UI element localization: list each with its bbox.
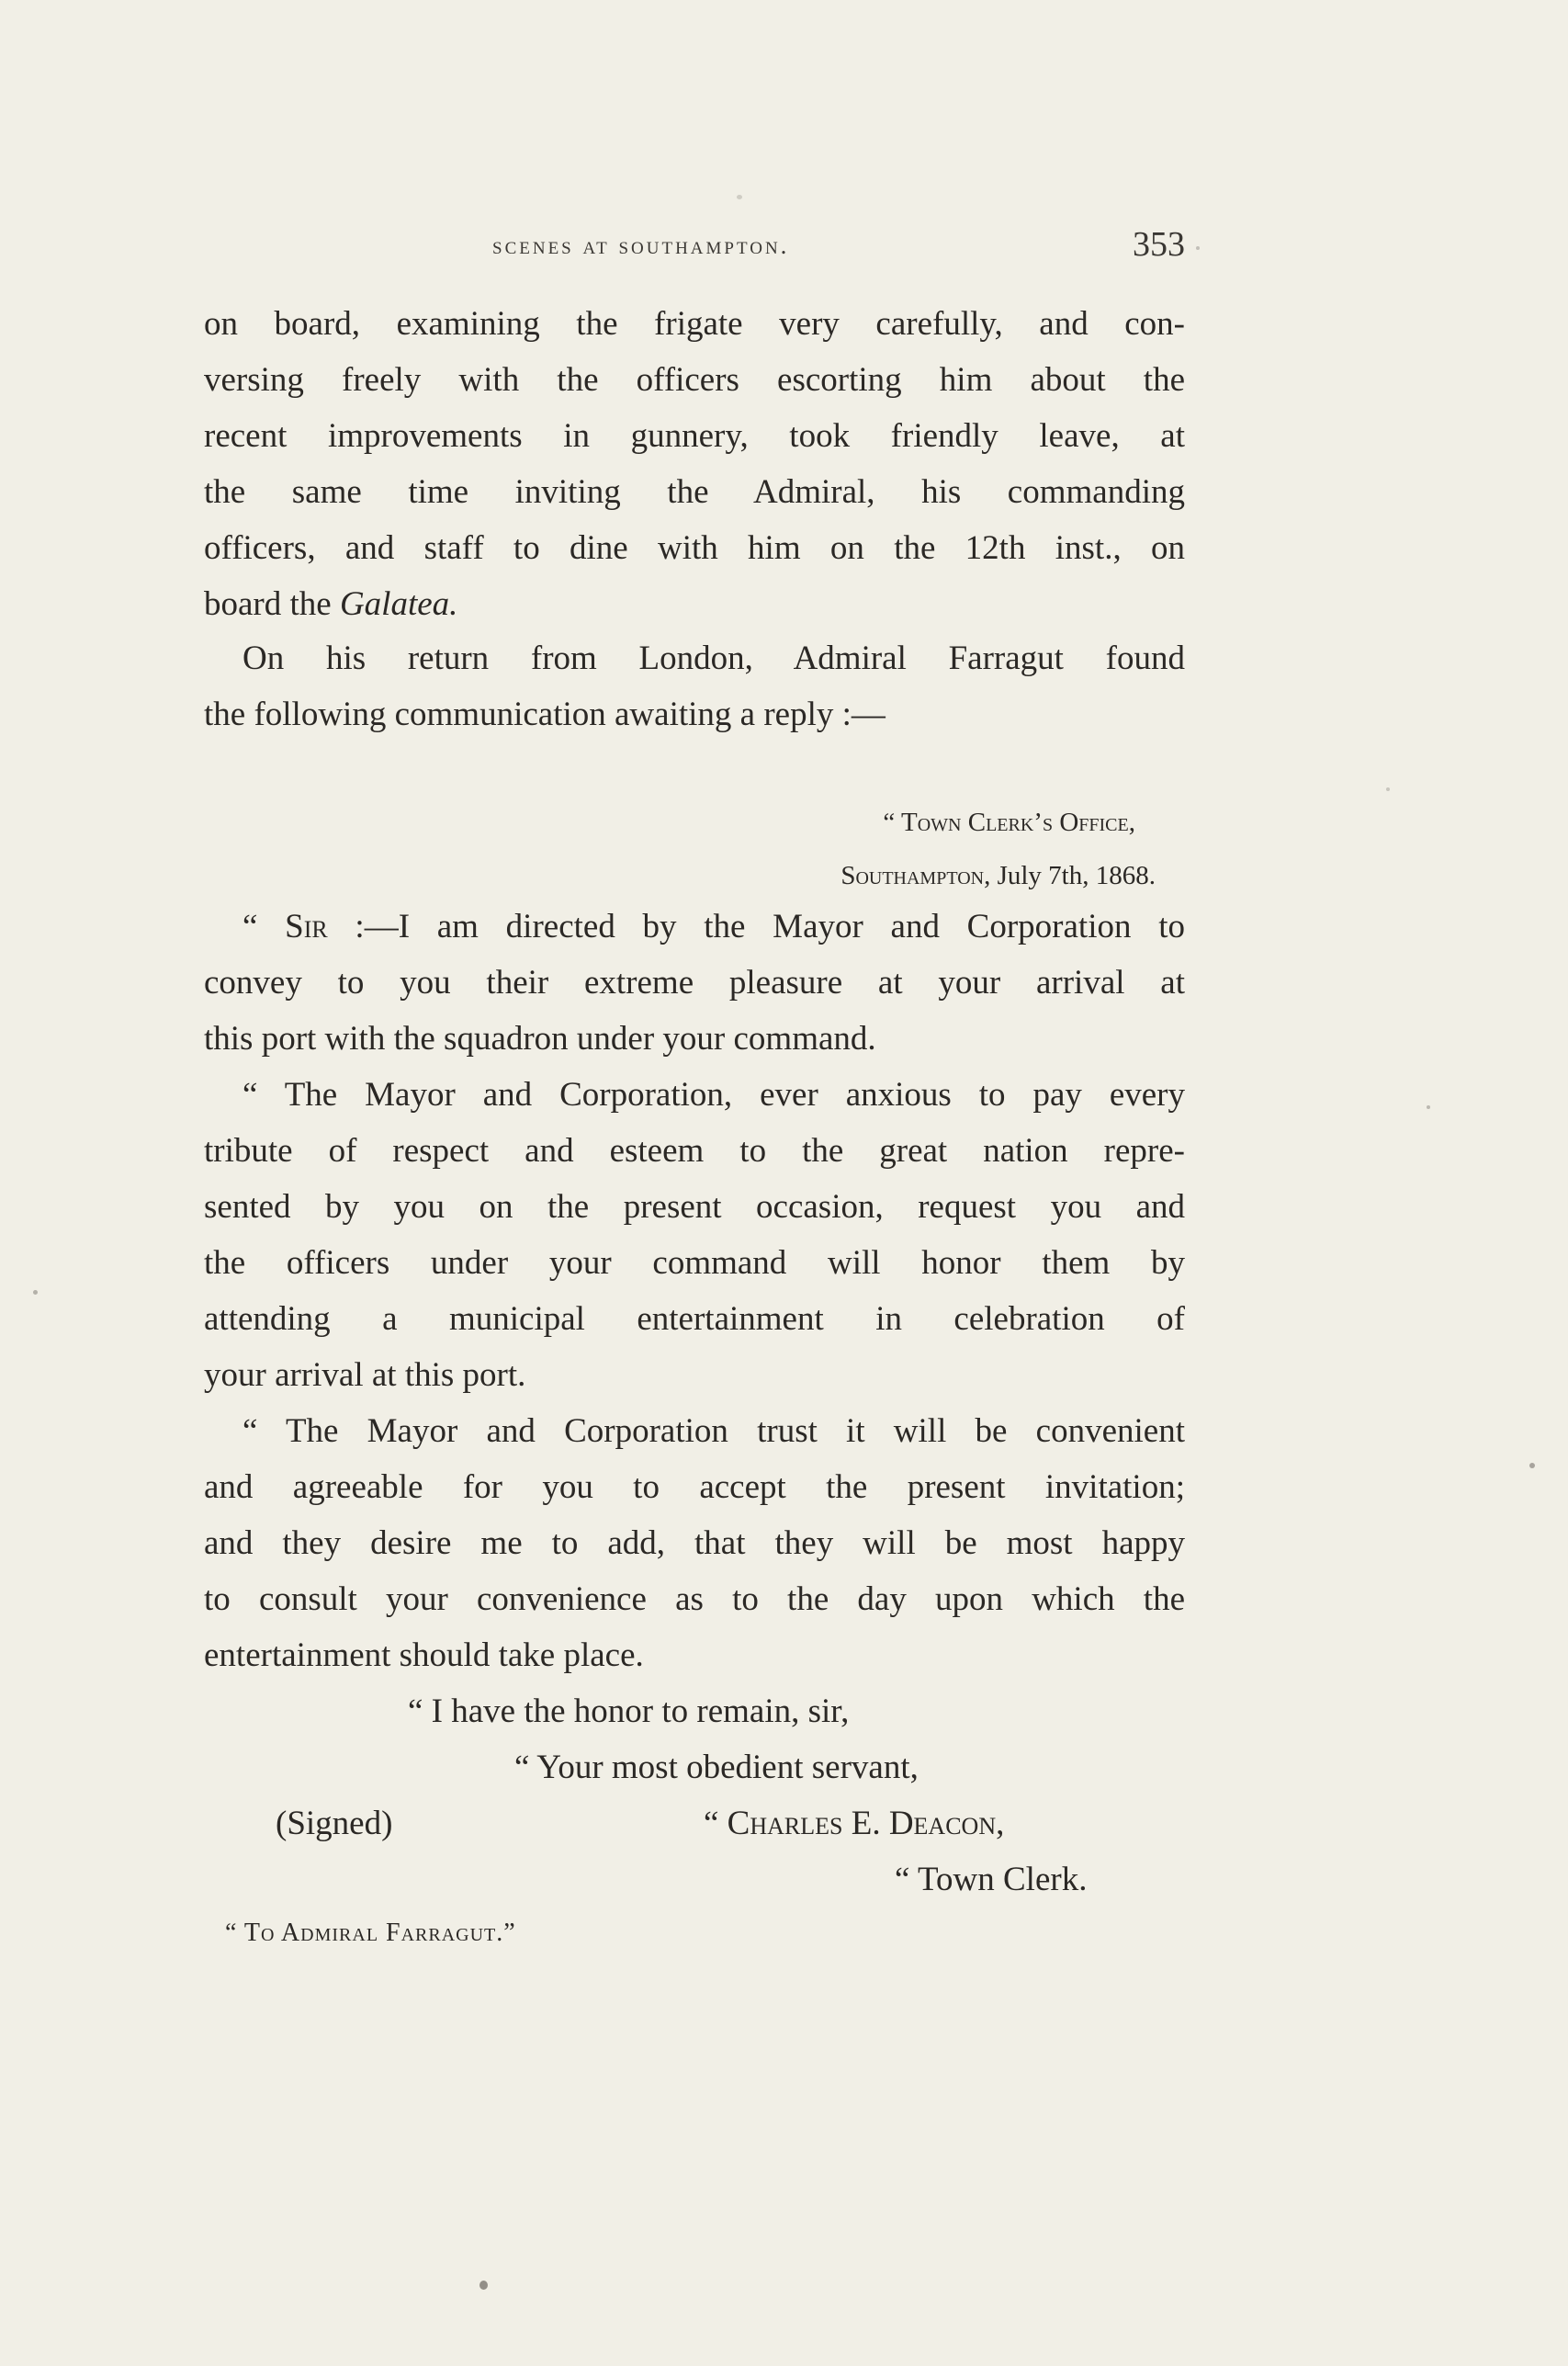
paper-speck (479, 2281, 488, 2290)
paper-speck (1386, 787, 1390, 791)
text-line: the same time inviting the Admiral, his commanding (204, 473, 1185, 511)
salutation-word: Sir (285, 908, 328, 945)
running-head (204, 224, 1185, 270)
signatory-title: “ Town Clerk. (895, 1861, 1088, 1898)
paper-speck (1196, 246, 1200, 250)
text-line: entertainment should take place. (204, 1636, 644, 1674)
text-fragment: board the (204, 585, 340, 623)
text-line: on board, examining the frigate very carefully, and con- (204, 305, 1185, 343)
text-line: and agreeable for you to accept the present invitation; (204, 1468, 1185, 1506)
paper-speck (1529, 1463, 1535, 1468)
ship-name: Galatea. (339, 585, 458, 623)
letter-dateline (204, 796, 1156, 902)
paper-speck (33, 1290, 38, 1295)
text-line: and they desire me to add, that they will be most happy (204, 1524, 1185, 1562)
text-line: your arrival at this port. (204, 1356, 526, 1394)
signatory-name: “ Charles E. Deacon, (704, 1805, 1005, 1842)
paragraph-return-from-london (204, 630, 1185, 742)
text-line: the following communication awaiting a reply :— (204, 696, 886, 733)
text-line: attending a municipal entertainment in celebration of (204, 1300, 1185, 1338)
text-line: versing freely with the officers escorting him about the (204, 361, 1185, 399)
text-line: officers, and staff to dine with him on the 12th inst., on (204, 529, 1185, 567)
text-line: tribute of respect and esteem to the great nation repre- (204, 1132, 1185, 1170)
closing-line-servant: “ Your most obedient servant, (514, 1749, 919, 1786)
signed-label: (Signed) (276, 1805, 393, 1842)
paper-speck (1427, 1105, 1430, 1109)
letter-salutation-line: “ Sir :—I am directed by the Mayor and Corporation to (243, 908, 1185, 945)
letter-addressee: “ To Admiral Farragut.” (225, 1919, 516, 1947)
paragraph-frigate-visit (204, 296, 1185, 632)
paper-speck (737, 195, 742, 199)
running-title: scenes at southampton. (492, 232, 790, 259)
text-line: On his return from London, Admiral Farragut found (243, 640, 1185, 677)
text-line: sented by you on the present occasion, request you and (204, 1188, 1185, 1226)
closing-line-honor: “ I have the honor to remain, sir, (408, 1692, 850, 1730)
text-line: to consult your convenience as to the day upon which the (204, 1580, 1185, 1618)
text-line: recent improvements in gunnery, took friendly leave, at (204, 417, 1185, 455)
page-number: 353 (1133, 225, 1185, 264)
dateline-office: “ Town Clerk’s Office, (883, 808, 1135, 837)
text-line: convey to you their extreme pleasure at your arrival at (204, 964, 1185, 1002)
text-line (204, 576, 1185, 632)
letter-body (204, 899, 1185, 1683)
text-line: this port with the squadron under your command. (204, 1020, 876, 1058)
text-line: the officers under your command will honor them by (204, 1244, 1185, 1282)
text-line: “ The Mayor and Corporation trust it will be convenient (243, 1412, 1185, 1450)
text-line: “ The Mayor and Corporation, ever anxious to pay every (243, 1076, 1185, 1114)
dateline-place-date: Southampton, July 7th, 1868. (840, 861, 1156, 890)
dateline-place: Southampton, (840, 861, 991, 890)
